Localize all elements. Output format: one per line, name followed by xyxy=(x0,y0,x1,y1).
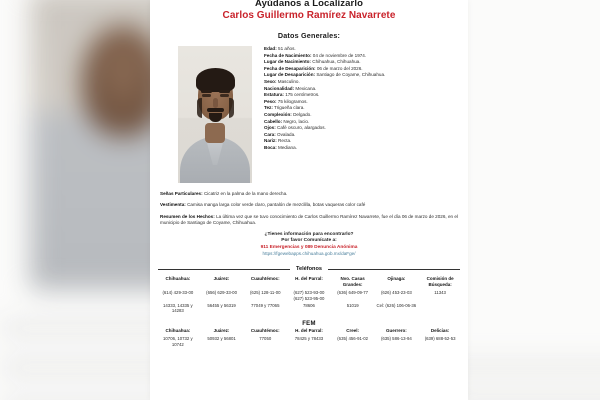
dato-label: Cabello: xyxy=(264,118,283,124)
dato-row xyxy=(264,132,460,138)
dato-label: Peso: xyxy=(264,98,277,104)
dato-label: Tez: xyxy=(264,105,273,111)
phone-cell: 14333, 14335 y 14283 xyxy=(163,303,193,314)
dato-row xyxy=(264,46,460,52)
senas-particulares-label: Señas Particulares: xyxy=(160,191,203,196)
photo-eye-right xyxy=(220,94,229,97)
phone-cell: (656) 629-33-00 xyxy=(206,290,237,296)
phone-cell: 78606 xyxy=(302,303,315,308)
phone-cell: 77049 y 77065 xyxy=(251,303,280,308)
dato-label: Estatura: xyxy=(264,92,284,98)
phone-cell: 11343 xyxy=(434,290,446,296)
dato-row xyxy=(264,119,460,125)
photo-hair xyxy=(196,68,235,92)
phone-cell: (614) 429-33-00 xyxy=(162,290,194,296)
datos-generales-list xyxy=(254,46,462,152)
phone-cell: (625) 128-11-00 xyxy=(250,290,281,296)
phone-cell: (635) 456-91-02 xyxy=(337,336,369,342)
vestimenta-row xyxy=(160,202,458,208)
phone-cell: (627) 523-93-00 (627) 523-95-00 xyxy=(293,290,325,301)
dato-value: Chihuahua, Chihuahua. xyxy=(310,59,361,65)
dato-value: 175 centímetros. xyxy=(283,92,320,98)
dato-row xyxy=(264,138,460,144)
phone-cell: Cel: (626) 106-06-36 xyxy=(376,303,417,308)
dato-row xyxy=(264,105,460,111)
dato-value: 04 de noviembre de 1974. xyxy=(311,52,367,58)
dato-value: Mediana. xyxy=(276,144,297,150)
phone-cell: 77050 xyxy=(259,336,272,342)
photo-shirt xyxy=(180,137,250,183)
photo-neck xyxy=(205,123,225,143)
divider-rule-left xyxy=(158,269,290,270)
phone-cell: (626) 453-23-03 xyxy=(380,290,412,296)
photo-moustache xyxy=(207,108,224,112)
dato-label: Nacionalidad: xyxy=(264,85,295,91)
section-title-datos-generales: Datos Generales: xyxy=(277,31,341,40)
dato-value: Negro, lacio. xyxy=(282,118,310,124)
dato-value: Delgado. xyxy=(291,111,312,117)
resumen-hechos-row xyxy=(160,214,458,227)
photo-nose xyxy=(213,98,218,108)
phone-cell: 50932 y 56801 xyxy=(207,336,236,342)
contact-block xyxy=(156,232,462,259)
vestimenta-value: Camisa manga larga color verde claro, pantalón de mezclilla, botas vaqueras color café xyxy=(187,202,366,208)
dato-row xyxy=(264,99,460,105)
column-header: Creel: xyxy=(346,327,360,333)
phone-cell: 51019 xyxy=(346,303,359,308)
photo-container xyxy=(178,46,254,183)
column-header: Chihuahua: xyxy=(165,276,191,281)
phone-cell: 56455 y 56319 xyxy=(207,303,236,308)
subject-photo xyxy=(178,46,252,183)
phone-cell: (635) 586-13-94 xyxy=(380,336,412,342)
column-header: Cuauhtémoc: xyxy=(250,276,280,281)
phone-cell: 78425 y 78433 xyxy=(294,336,324,342)
fem-header-row xyxy=(156,328,462,336)
column-header: H. del Parral: xyxy=(295,276,323,281)
dato-value: Mexicana. xyxy=(294,85,317,91)
column-header: Juárez: xyxy=(213,327,230,333)
senas-particulares-row xyxy=(160,191,458,197)
poster-card xyxy=(150,0,468,400)
telefonos-header-row xyxy=(156,276,462,289)
dato-label: Cara: xyxy=(264,131,276,137)
dato-label: Nariz: xyxy=(264,138,277,144)
table-row xyxy=(156,335,462,348)
photo-beard-left xyxy=(197,98,202,118)
column-header: Guerrero: xyxy=(385,327,407,333)
dato-label: Fecha de Desaparición: xyxy=(264,65,316,71)
dato-label: Boca: xyxy=(264,144,277,150)
dato-row xyxy=(264,72,460,78)
subject-name: Carlos Guillermo Ramírez Navarrete xyxy=(222,10,396,21)
report-url-link[interactable]: https://fgewebapps.chihuahua.gob.mx/daFge/ xyxy=(262,251,356,257)
photo-goatee xyxy=(209,113,222,122)
divider-rule-right xyxy=(328,269,460,270)
contact-cta: Por favor Comunícate a: xyxy=(281,238,337,244)
dato-value: Ovalada. xyxy=(275,131,296,137)
column-header: Delicias: xyxy=(430,327,450,333)
column-header: Chihuahua: xyxy=(165,327,191,333)
phone-cell xyxy=(418,302,462,315)
dato-value: Masculino. xyxy=(276,78,300,84)
table-row xyxy=(156,302,462,315)
column-header: Comisión de Búsqueda: xyxy=(426,276,454,287)
phone-cell: (639) 688-52-53 xyxy=(424,336,456,342)
dato-label: Lugar de Desaparición: xyxy=(264,72,316,78)
dato-row xyxy=(264,86,460,92)
column-header: H. del Parral: xyxy=(295,327,323,333)
dato-row xyxy=(264,145,460,151)
column-header: Nvo. Casas Grandes: xyxy=(340,276,365,287)
dato-label: Lugar de Nacimiento: xyxy=(264,59,311,65)
dato-value: 51 años. xyxy=(276,46,296,51)
telefonos-table xyxy=(156,276,462,315)
emergency-numbers: 911 Emergencias y 089 Denuncia Anónima xyxy=(260,244,358,250)
phone-cell: 10706, 10732 y 10742 xyxy=(163,336,193,347)
dato-label: Fecha de Nacimiento: xyxy=(264,52,312,58)
narrative-block xyxy=(156,191,462,227)
dato-label: Complexión: xyxy=(264,111,292,117)
photo-beard-right xyxy=(229,98,234,118)
dato-row xyxy=(264,92,460,98)
photo-and-data-row xyxy=(156,46,462,183)
dato-row xyxy=(264,125,460,131)
senas-particulares-value: Cicatriz en la palma de la mano derecha. xyxy=(203,191,288,196)
dato-label: Ojos: xyxy=(264,125,276,131)
dato-row xyxy=(264,59,460,65)
telefonos-divider xyxy=(158,266,460,272)
photo-eyebrow-left xyxy=(201,90,212,93)
fem-table xyxy=(156,328,462,348)
table-row xyxy=(156,289,462,302)
photo-eyebrow-right xyxy=(219,90,230,93)
dato-row xyxy=(264,79,460,85)
dato-value: 06 de marzo del 2026. xyxy=(315,65,363,71)
contact-question: ¿Tienes información para encontrarlo? xyxy=(264,231,354,237)
vestimenta-label: Vestimenta: xyxy=(160,202,186,208)
dato-row xyxy=(264,112,460,118)
photo-eye-left xyxy=(202,94,211,97)
dato-row xyxy=(264,66,460,72)
column-header: Juárez: xyxy=(213,276,230,281)
phone-cell: (636) 649-09-77 xyxy=(337,290,369,296)
dato-value: Café oscuro, alargados. xyxy=(275,125,326,131)
dato-label: Edad: xyxy=(264,46,277,51)
resumen-hechos-value: La última vez que se tuvo conocimiento de Carlos Guillermo Ramírez Navarrete, fue el día 06 de marzo de 2026, en el municipio de Santiago de Coyame, Chihuahua. xyxy=(160,213,459,226)
dato-value: Trigueña clara. xyxy=(272,105,305,111)
dato-value: Recta. xyxy=(276,138,292,144)
dato-label: Sexo: xyxy=(264,78,277,84)
telefonos-divider-label: Teléfonos xyxy=(296,266,323,272)
column-header: Cuauhtémoc: xyxy=(250,327,280,333)
dato-value: 75 kilogramos. xyxy=(276,98,308,104)
fem-title: FEM xyxy=(302,320,316,327)
column-header: Ojinaga: xyxy=(387,276,406,281)
dato-row xyxy=(264,53,460,59)
dato-value: Santiago de Coyame, Chihuahua. xyxy=(315,72,386,78)
resumen-hechos-label: Resumen de los Hechos: xyxy=(160,213,215,219)
poster-headline: Ayúdanos a Localizarlo xyxy=(255,0,363,9)
